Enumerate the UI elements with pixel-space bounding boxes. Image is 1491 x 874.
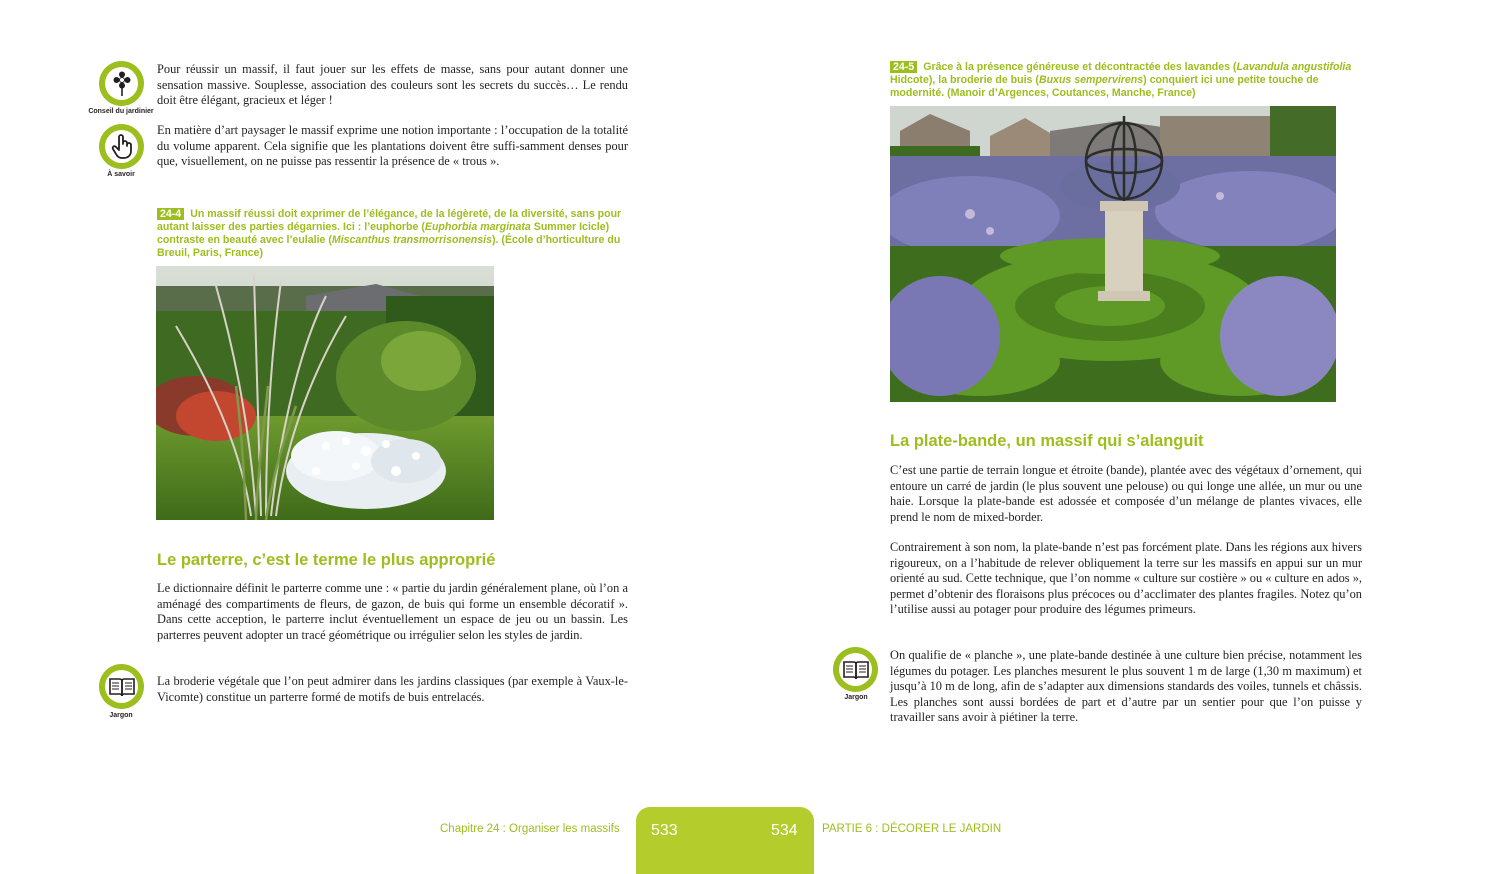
footer-chapter-title: Chapitre 24 : Organiser les massifs (440, 823, 620, 835)
footer-part-title: PARTIE 6 : DÉCORER LE JARDIN (822, 823, 1002, 835)
right-paragraph-2: Contrairement à son nom, la plate-bande n’est pas forcément plate. Dans les régions aux hivers rigoureux, on a l’habitude de relever obliquement la terre sur les massifs en appui sur un mur orienté au sud. Cette technique, que l’on nomme « culture sur costière » ou « culture en ados », permet d’obtenir des floraisons plus précoces ou d’acclimater des plantes fragiles. Notez qu’on l’utilise aussi au potager pour produire des légumes primeurs. (890, 540, 1362, 616)
jargon-icon-label-left: Jargon (109, 712, 133, 719)
right-section-heading: La plate-bande, un massif qui s’alanguit (890, 432, 1204, 450)
left-figure-caption: 24-4 Un massif réussi doit exprimer de l’élégance, de la légèreté, de la diversité, sans pour autant laisser des parties dégarnies. Ici : l’euphorbe (Euphorbia marginata Summer Icicle) contraste en beauté avec l’eulalie (Miscanthus transmorrisonensis). (École d’horticulture du Breuil, Paris, France) (157, 208, 622, 259)
right-paragraph-3: On qualifie de « planche », une plate-bande destinée à une culture bien précise, notamment les légumes du potager. Les planches mesurent le plus souvent 1 m de large (1,30 m maximum) et jusqu’à 10 m de long, afin de s’adapter aux dimensions standards des voiles, tunnels et châssis. Les planches sont aussi bordées de part et d’autre par un sentier pour que l’on puisse y travailler sans avoir à piétiner la terre. (890, 648, 1362, 724)
savoir-icon-label: À savoir (107, 171, 135, 178)
left-paragraph-1: Pour réussir un massif, il faut jouer sur les effets de masse, sans pour autant donner une sensation massive. Souplesse, association des couleurs sont les secrets du succès… Le rendu doit être élégant, gracieux et léger ! (157, 62, 628, 107)
figure-number-tag: 24-5 (890, 61, 917, 73)
conseil-icon-label: Conseil du jardinier (88, 108, 154, 115)
jargon-icon-badge-right (833, 647, 878, 692)
page-number-tab (636, 807, 814, 874)
left-paragraph-4: La broderie végétale que l’on peut admirer dans les jardins classiques (par exemple à Vaux-le-Vicomte) constitue un parterre formé de motifs de buis entrelacés. (157, 674, 628, 704)
flower-icon (99, 61, 144, 106)
conseil-icon-badge (99, 61, 144, 106)
left-section-heading: Le parterre, c’est le terme le plus approprié (157, 551, 496, 569)
left-paragraph-2: En matière d’art paysager le massif exprime une notion importante : l’occupation de la totalité du volume apparent. Cela signifie que les plantations doivent être suffi-samment denses pour que, visuellement, on ne puisse pas ressentir la présence de « trous ». (157, 123, 628, 168)
open-book-icon (99, 664, 144, 709)
figure-number-tag: 24-4 (157, 208, 184, 220)
jargon-icon-badge-left (99, 664, 144, 709)
garden-photo-euphorbia (156, 266, 494, 520)
pointing-hand-icon (99, 124, 144, 169)
open-book-icon (833, 647, 878, 692)
savoir-icon-badge (99, 124, 144, 169)
garden-photo-lavender-knot (890, 106, 1336, 402)
left-paragraph-3: Le dictionnaire définit le parterre comme une : « partie du jardin généralement plane, où l’on a aménagé des compartiments de fleurs, de gazon, de buis qui forme un ensemble décoratif ». Dans cette acception, le parterre inclut éventuellement un espace de jeu ou un bassin. Les parterres peuvent adopter un tracé géométrique ou irrégulier selon les styles de jardin. (157, 581, 628, 642)
right-figure-caption: 24-5 Grâce à la présence généreuse et décontractée des lavandes (Lavandula angustifolia Hidcote), la broderie de buis (Buxus sempervirens) conquiert ici une petite touche de modernité. (Manoir d’Argences, Coutances, Manche, France) (890, 61, 1352, 99)
right-paragraph-1: C’est une partie de terrain longue et étroite (bande), plantée avec des végétaux d’ornement, qui entoure un carré de jardin (le plus souvent une pelouse) ou qui longe une allée, un mur ou une haie. Lorsque la plate-bande est adossée et composée d’un mélange de plantes vivaces, elle prend le nom de mixed-border. (890, 463, 1362, 524)
left-page-number: 533 (651, 822, 678, 839)
jargon-icon-label-right: Jargon (844, 694, 868, 701)
right-page-number: 534 (771, 822, 798, 839)
